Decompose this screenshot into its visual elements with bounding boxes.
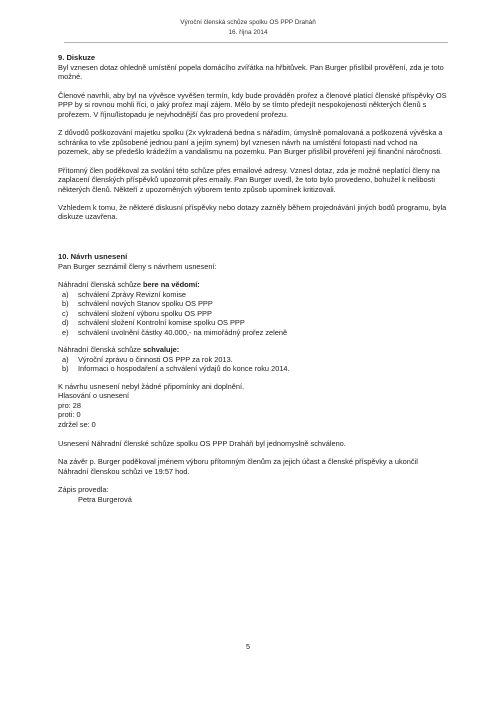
list-item: a) Výroční zprávu o činnosti OS PPP za rok 2013. [62,354,233,364]
section-10-heading: 10. Návrh usnesení [58,251,128,261]
minutes-author: Petra Burgerová [78,494,132,504]
header-rule [64,42,448,43]
header-title: Výroční členská schůze spolku OS PPP Draháň [180,19,316,26]
vote-abstain: zdržel se: 0 [58,420,96,429]
list-item: c) schválení složení výboru spolku OS PPP [62,308,212,318]
vote-against: proti: 0 [58,410,81,420]
vote-for: pro: 28 [58,400,82,410]
list-item: a) schválení Zprávy Revizní komise [62,289,187,299]
vote-title: Hlasování o usnesení [58,391,130,401]
list-item: e) schválení uvolnění částky 40.000,- na mimořádný prořez zeleně [62,327,288,337]
paragraph: Vzhledem k tomu, že některé diskusní příspěvky nebo dotazy zazněly během projednávání jiných bodů programu, byla diskuze uzavřena. [58,203,447,222]
approves-list [58,355,448,374]
document-header [0,18,496,37]
header-date: 16. října 2014 [228,28,268,36]
paragraph: Pan Burger seznámil členy s návrhem usnesení: [58,261,217,271]
paragraph: Byl vznesen dotaz ohledně umístění popela domácího zvířátka na hřbitůvek. Pan Burger přislíbil prověření, zda je toto možné. [58,62,444,82]
paragraph: Přítomný člen poděkoval za svolání této schůze přes emailové adresy. Vznesl dotaz, zda je možné neplatící členy na zaplacení členských příspěvků upozornit přes emaily. Pan Burger uvedl, že toto bylo provedeno, bohužel k nelibosti některých členů. Někteří z upozorněných výborem tento způsob upomínek kritizovali. [58,165,440,194]
noted-heading: Náhradní členská schůze bere na vědomí: [58,280,200,290]
paragraph: Členové navrhli, aby byl na vývěsce vyvěšen termín, kdy bude prováděn prořez a členové platící členské příspěvky OS PPP by si rovnou mohli říci, o jaký prořez mají zájem. Mělo by se tímto předejít nespokojenosti některých členů s prořezem. V říjnu/listopadu je nejvhodnější čas pro provedení prořezu. [58,90,447,119]
document-body [58,53,448,504]
no-comments: K návrhu usnesení nebyl žádné připomínky ani doplnění. [58,381,245,391]
vote-block [58,382,448,430]
minutes-label: Zápis provedla: [58,485,109,495]
page-number: 5 [246,642,250,651]
noted-list [58,290,448,337]
list-item: b) schválení nových Stanov spolku OS PPP [62,299,213,309]
paragraph: Z důvodů poškozování majetku spolku (2x vykradená bedna s nářadím, úmyslně pomalovaná a poškozená vývěska a schránka to vše způsobené jednou paní a jejím synem) byl vznesen návrh na umístění fotopasti nad vchod na pozemek, aby se předešlo krádežím a vandalismu na pozemku. Pan Burger přislíbil provéření její finanční náročnosti. [58,128,443,157]
section-9-heading: 9. Diskuze [58,53,96,62]
closing-text: Na závěr p. Burger poděkoval jménem výboru přítomným členům za jejich účast a členské příspěvky a ukončil Náhradní členskou schůzi ve 19:57 hod. [58,457,418,476]
approves-heading: Náhradní členská schůze schvaluje: [58,345,180,355]
list-item: d) schválení složení Kontrolní komise spolku OS PPP [62,318,245,328]
list-item: b) Informaci o hospodaření a schválení výdajů do konce roku 2014. [62,364,290,374]
resolution-text: Usnesení Náhradní členské schůze spolku OS PPP Draháň byl jednomyslně schváleno. [58,438,346,448]
